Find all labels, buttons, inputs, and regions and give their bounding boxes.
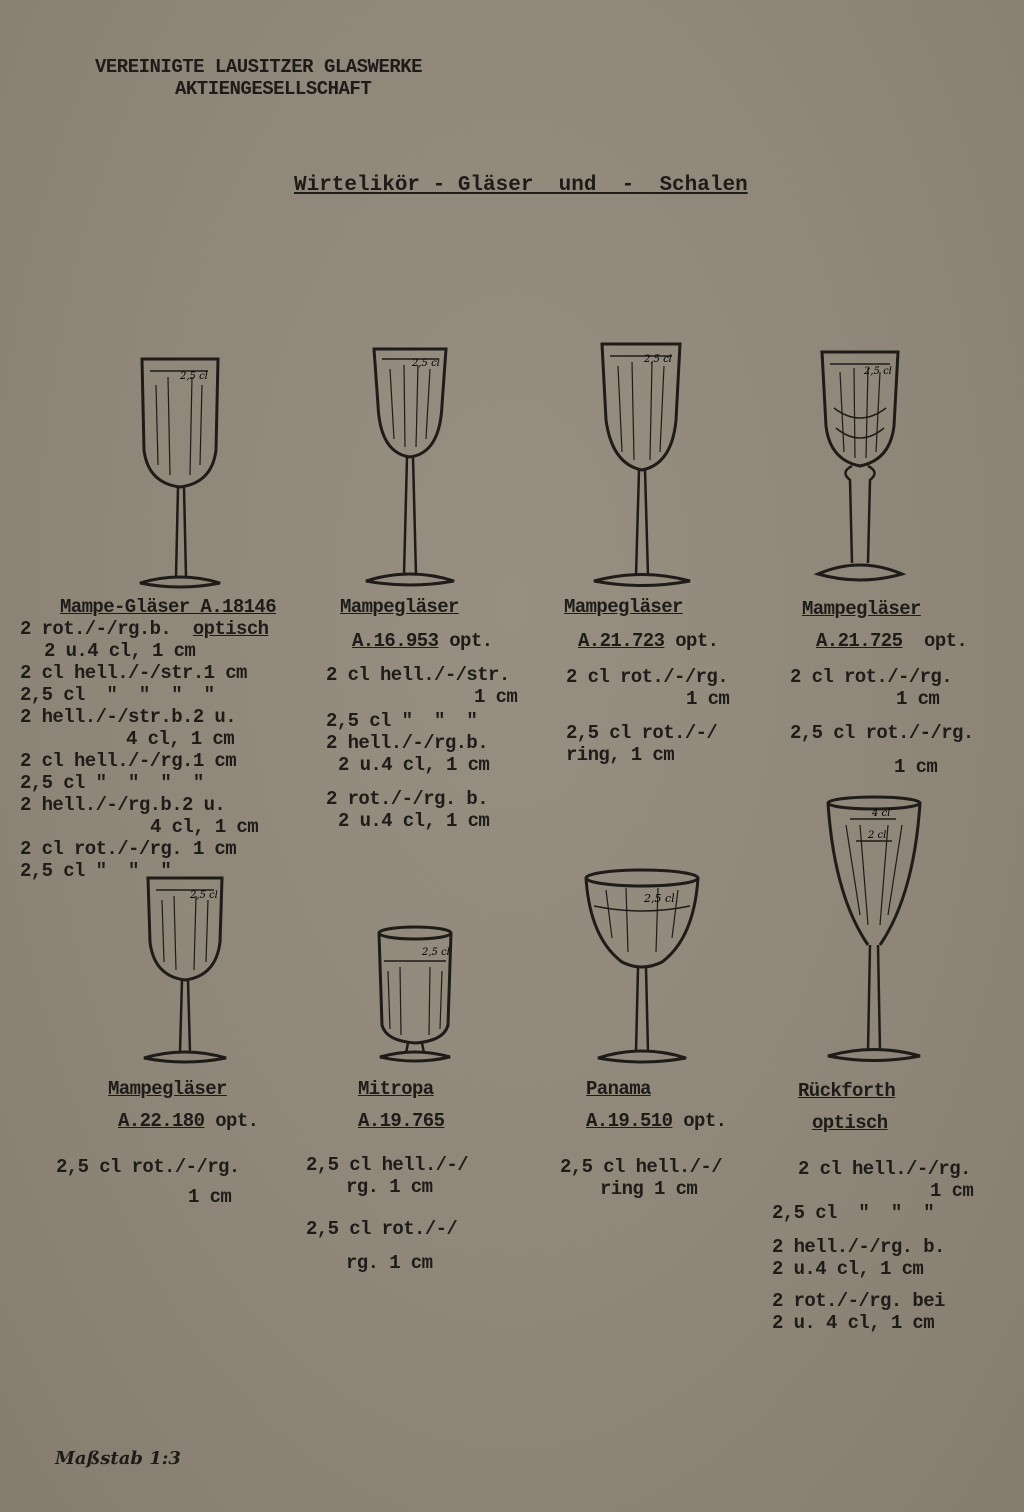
- glass-drawing-a18146: [130, 355, 230, 590]
- glass-3-line: 2 cl rot./-/rg.: [566, 666, 729, 688]
- glass-3-mark: 2,5 cl: [644, 354, 672, 365]
- glass-1-line: 2 cl hell./-/str.1 cm: [20, 662, 247, 684]
- glass-6-line: 2,5 cl hell./-/: [306, 1154, 469, 1176]
- glass-1-line: 2 hell./-/str.b.2 u.: [20, 706, 237, 728]
- page-title: Wirtelikör - Gläser und - Schalen: [294, 174, 748, 197]
- glass-2-line: 2 cl hell./-/str.: [326, 664, 510, 686]
- glass-2-code: A.16.953 opt.: [352, 630, 493, 652]
- glass-1-line: 2,5 cl " " ": [20, 860, 172, 882]
- glass-7-code: A.19.510 opt.: [586, 1110, 727, 1132]
- glass-1-desc: 2 rot./-/rg.b. optisch: [20, 618, 269, 640]
- glass-2-mark: 2,5 cl: [412, 358, 440, 369]
- scale-note: Maßstab 1:3: [55, 1448, 181, 1469]
- glass-6-mark: 2,5 cl: [422, 947, 450, 958]
- glass-6-line: rg. 1 cm: [346, 1176, 433, 1198]
- glass-4-line: 2 cl rot./-/rg.: [790, 666, 953, 688]
- glass-8-line: 2 rot./-/rg. bei: [772, 1290, 945, 1312]
- glass-8-line: 2 cl hell./-/rg.: [798, 1158, 971, 1180]
- glass-1-line: 2,5 cl " " " ": [20, 772, 204, 794]
- glass-5-code: A.22.180 opt.: [118, 1110, 259, 1132]
- glass-3-line: ring, 1 cm: [566, 744, 675, 766]
- glass-2-line: 2 u.4 cl, 1 cm: [338, 754, 490, 776]
- company-name: VEREINIGTE LAUSITZER GLASWERKE: [95, 56, 423, 78]
- glass-1-name: Mampe-Gläser A.18146: [60, 596, 277, 618]
- glass-drawing-rueckforth: [824, 795, 924, 1065]
- glass-7-mark: 2,5 cl: [644, 892, 675, 905]
- glass-8-line: 1 cm: [930, 1180, 974, 1202]
- glass-drawing-a19765: [372, 925, 462, 1065]
- glass-2-line: 2 hell./-/rg.b.: [326, 732, 489, 754]
- glass-drawing-a21723: [592, 340, 692, 590]
- glass-7-line: 2,5 cl hell./-/: [560, 1156, 723, 1178]
- glass-4-mark: 2,5 cl: [864, 366, 892, 377]
- glass-8-line: 2 u.4 cl, 1 cm: [772, 1258, 924, 1280]
- glass-1-line: 2 u.4 cl, 1 cm: [44, 640, 196, 662]
- glass-6-line: rg. 1 cm: [346, 1252, 433, 1274]
- glass-1-line: 2,5 cl " " " ": [20, 684, 215, 706]
- glass-8-line: 2 u. 4 cl, 1 cm: [772, 1312, 935, 1334]
- glass-drawing-a19510: [582, 868, 702, 1068]
- glass-8-code: optisch: [812, 1112, 888, 1134]
- glass-1-mark: 2,5 cl: [180, 371, 208, 382]
- glass-7-name: Panama: [586, 1078, 651, 1100]
- glass-1-line: 4 cl, 1 cm: [150, 816, 259, 838]
- glass-4-name: Mampegläser: [802, 598, 921, 620]
- glass-8-name: Rückforth: [798, 1080, 896, 1102]
- glass-8-line: 2 hell./-/rg. b.: [772, 1236, 945, 1258]
- company-type: AKTIENGESELLSCHAFT: [175, 78, 372, 100]
- glass-drawing-a21725: [810, 348, 910, 588]
- glass-6-code: A.19.765: [358, 1110, 445, 1132]
- glass-2-name: Mampegläser: [340, 596, 459, 618]
- glass-3-line: 2,5 cl rot./-/: [566, 722, 718, 744]
- glass-2-line: 1 cm: [474, 686, 518, 708]
- glass-6-line: 2,5 cl rot./-/: [306, 1218, 458, 1240]
- glass-4-code: A.21.725 opt.: [816, 630, 968, 652]
- glass-4-line: 1 cm: [894, 756, 938, 778]
- glass-2-line: 2,5 cl " " ": [326, 710, 478, 732]
- glass-8-line: 2,5 cl " " ": [772, 1202, 935, 1224]
- glass-3-name: Mampegläser: [564, 596, 683, 618]
- glass-3-code: A.21.723 opt.: [578, 630, 719, 652]
- glass-8-mark-2: 4 cl: [872, 808, 891, 819]
- glass-2-line: 2 u.4 cl, 1 cm: [338, 810, 490, 832]
- glass-drawing-a16953: [360, 345, 460, 590]
- glass-4-line: 2,5 cl rot./-/rg.: [790, 722, 974, 744]
- glass-6-name: Mitropa: [358, 1078, 434, 1100]
- glass-1-line: 4 cl, 1 cm: [126, 728, 235, 750]
- glass-drawing-a22180: [140, 872, 230, 1067]
- glass-4-line: 1 cm: [896, 688, 940, 710]
- glass-5-mark: 2,5 cl: [190, 890, 218, 901]
- company-header: [95, 56, 422, 100]
- glass-1-line: 2 hell./-/rg.b.2 u.: [20, 794, 226, 816]
- glass-7-line: ring 1 cm: [600, 1178, 698, 1200]
- glass-1-line: 2 cl rot./-/rg. 1 cm: [20, 838, 237, 860]
- glass-8-mark: 2 cl: [868, 830, 887, 841]
- glass-1-line: 2 cl hell./-/rg.1 cm: [20, 750, 237, 772]
- glass-5-name: Mampegläser: [108, 1078, 227, 1100]
- glass-3-line: 1 cm: [686, 688, 730, 710]
- glass-2-line: 2 rot./-/rg. b.: [326, 788, 489, 810]
- glass-5-line: 1 cm: [188, 1186, 232, 1208]
- glass-5-line: 2,5 cl rot./-/rg.: [56, 1156, 240, 1178]
